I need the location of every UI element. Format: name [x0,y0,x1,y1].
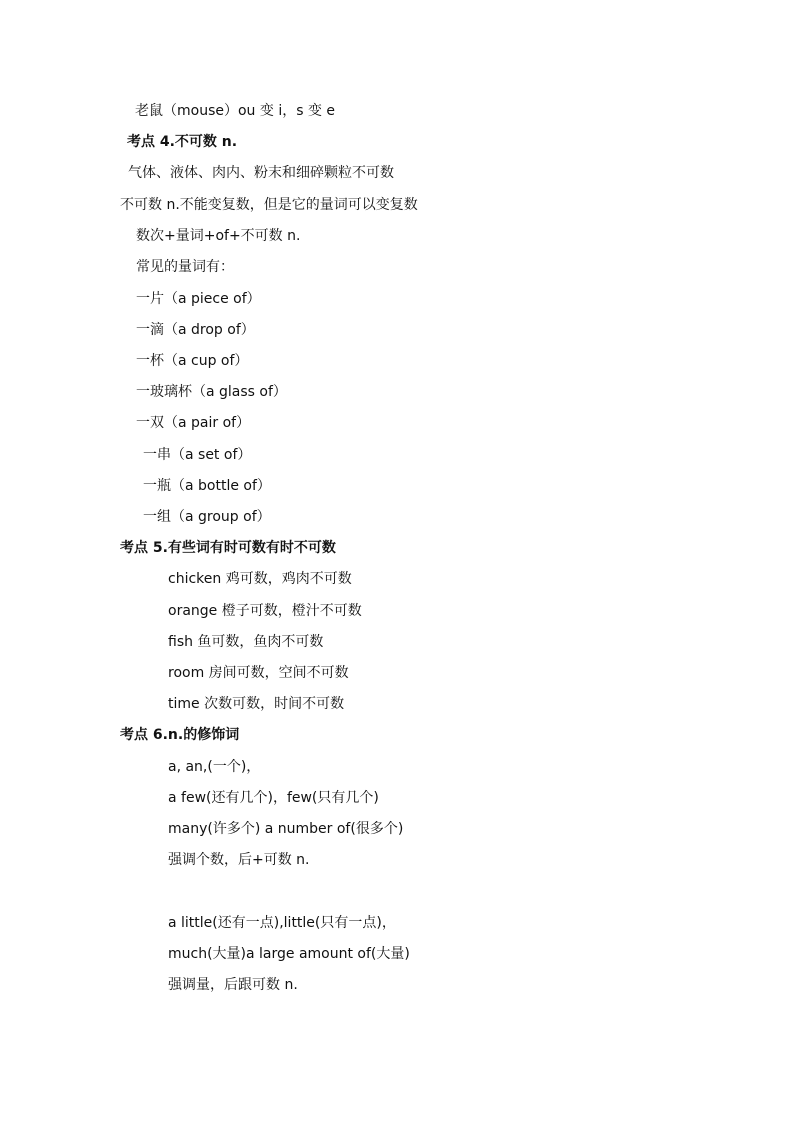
list-item: much(大量)a large amount of(大量) [168,946,410,962]
list-item: a, an,(一个)， [168,759,261,775]
text-line: 强调个数，后+可数 n. [168,852,310,868]
text-line: 气体、液体、肉内、粉末和细碎颗粒不可数 [128,165,394,181]
list-item: 一组（a group of） [143,509,271,525]
list-item: time 次数可数，时间不可数 [168,696,345,712]
text-line: 常见的量词有： [136,259,234,275]
list-item: a little(还有一点),little(只有一点)， [168,915,396,931]
list-item: orange 橙子可数，橙汁不可数 [168,603,362,619]
list-item: 一杯（a cup of） [136,353,249,369]
list-item: 一瓶（a bottle of） [143,478,271,494]
list-item: many(许多个) a number of(很多个) [168,821,404,837]
text-line: 不可数 n.不能变复数，但是它的量词可以变复数 [120,197,418,213]
section-heading: 考点 5.有些词有时可数有时不可数 [120,540,336,556]
list-item: chicken 鸡可数，鸡肉不可数 [168,571,352,587]
list-item: room 房间可数，空间不可数 [168,665,349,681]
list-item: 一片（a piece of） [136,291,261,307]
list-item: 一滴（a drop of） [136,322,255,338]
list-item: 一串（a set of） [143,447,252,463]
section-heading: 考点 6.n.的修饰词 [120,727,240,743]
text-line: 数次+量词+of+不可数 n. [136,228,301,244]
text-line: 强调量，后跟可数 n. [168,977,298,993]
section-heading: 考点 4.不可数 n. [127,134,238,150]
list-item: a few(还有几个)，few(只有几个) [168,790,379,806]
list-item: 一双（a pair of） [136,415,251,431]
list-item: fish 鱼可数，鱼肉不可数 [168,634,324,650]
text-line: 老鼠（mouse）ou 变 i，s 变 e [135,103,336,119]
list-item: 一玻璃杯（a glass of） [136,384,287,400]
